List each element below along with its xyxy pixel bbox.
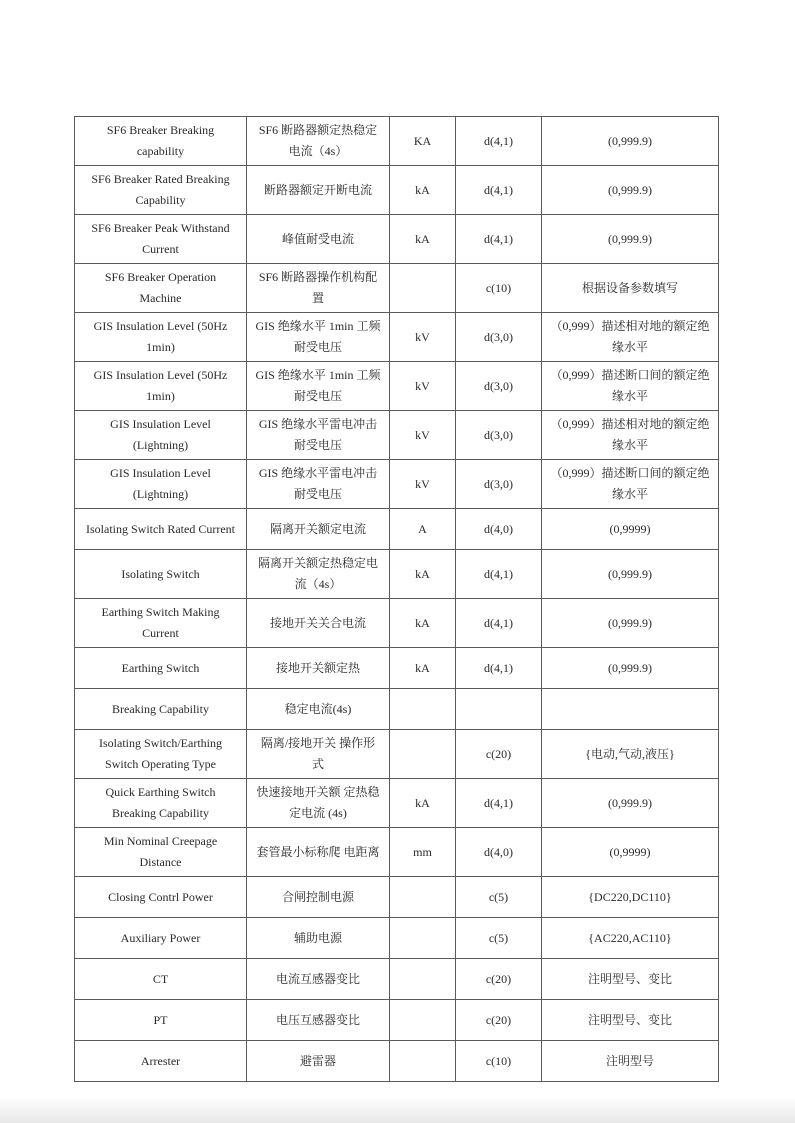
cell-english-name: Quick Earthing Switch Breaking Capability (75, 779, 247, 828)
cell-value-range: (0,999.9) (542, 550, 719, 599)
cell-value-range: （0,999）描述断口间的额定绝缘水平 (542, 362, 719, 411)
cell-english-name: Earthing Switch Making Current (75, 599, 247, 648)
cell-data-type: d(3,0) (456, 362, 542, 411)
cell-data-type: c(10) (456, 264, 542, 313)
cell-chinese-name: 辅助电源 (247, 918, 390, 959)
cell-chinese-name: 避雷器 (247, 1041, 390, 1082)
parameter-table (74, 116, 719, 1082)
cell-english-name: Isolating Switch/Earthing Switch Operating Type (75, 730, 247, 779)
table-row (75, 648, 719, 689)
cell-chinese-name: 峰值耐受电流 (247, 215, 390, 264)
cell-chinese-name: GIS 绝缘水平雷电冲击耐受电压 (247, 411, 390, 460)
cell-english-name: SF6 Breaker Rated Breaking Capability (75, 166, 247, 215)
cell-unit: kA (390, 166, 456, 215)
cell-data-type: d(4,0) (456, 828, 542, 877)
parameter-table-body (75, 117, 719, 1082)
cell-value-range: （0,999）描述相对地的额定绝缘水平 (542, 411, 719, 460)
cell-english-name: GIS Insulation Level (Lightning) (75, 411, 247, 460)
cell-english-name: GIS Insulation Level (Lightning) (75, 460, 247, 509)
table-row (75, 1041, 719, 1082)
cell-unit (390, 918, 456, 959)
cell-data-type: d(4,1) (456, 779, 542, 828)
cell-data-type: d(4,1) (456, 648, 542, 689)
cell-unit: kV (390, 411, 456, 460)
cell-chinese-name: GIS 绝缘水平 1min 工频耐受电压 (247, 362, 390, 411)
cell-value-range: (0,999.9) (542, 599, 719, 648)
cell-unit: kV (390, 362, 456, 411)
cell-chinese-name: 接地开关关合电流 (247, 599, 390, 648)
cell-value-range (542, 689, 719, 730)
cell-value-range: （0,999）描述相对地的额定绝缘水平 (542, 313, 719, 362)
cell-english-name: CT (75, 959, 247, 1000)
cell-english-name: Arrester (75, 1041, 247, 1082)
cell-english-name: SF6 Breaker Operation Machine (75, 264, 247, 313)
cell-english-name: GIS Insulation Level (50Hz 1min) (75, 362, 247, 411)
cell-data-type: c(20) (456, 959, 542, 1000)
cell-data-type (456, 689, 542, 730)
cell-chinese-name: SF6 断路器操作机构配置 (247, 264, 390, 313)
cell-value-range: （0,999）描述断口间的额定绝缘水平 (542, 460, 719, 509)
cell-value-range: {AC220,AC110} (542, 918, 719, 959)
cell-english-name: Breaking Capability (75, 689, 247, 730)
table-row (75, 550, 719, 599)
cell-chinese-name: 隔离/接地开关 操作形式 (247, 730, 390, 779)
cell-value-range: 注明型号、变比 (542, 959, 719, 1000)
table-row (75, 313, 719, 362)
cell-value-range: (0,999.9) (542, 779, 719, 828)
cell-unit: kA (390, 648, 456, 689)
cell-value-range: (0,999.9) (542, 215, 719, 264)
cell-value-range: 注明型号、变比 (542, 1000, 719, 1041)
table-row (75, 362, 719, 411)
cell-value-range: (0,9999) (542, 509, 719, 550)
cell-unit: A (390, 509, 456, 550)
cell-value-range: (0,999.9) (542, 166, 719, 215)
cell-unit: kA (390, 779, 456, 828)
cell-value-range: 根据设备参数填写 (542, 264, 719, 313)
cell-chinese-name: 接地开关额定热 (247, 648, 390, 689)
cell-data-type: c(20) (456, 1000, 542, 1041)
cell-data-type: d(4,1) (456, 215, 542, 264)
cell-unit (390, 877, 456, 918)
cell-chinese-name: 断路器额定开断电流 (247, 166, 390, 215)
cell-english-name: Isolating Switch Rated Current (75, 509, 247, 550)
cell-english-name: Min Nominal Creepage Distance (75, 828, 247, 877)
table-row (75, 877, 719, 918)
cell-chinese-name: 隔离开关额定电流 (247, 509, 390, 550)
table-row (75, 959, 719, 1000)
cell-unit: KA (390, 117, 456, 166)
cell-data-type: c(5) (456, 877, 542, 918)
table-row (75, 918, 719, 959)
cell-value-range: {DC220,DC110} (542, 877, 719, 918)
table-row (75, 779, 719, 828)
cell-english-name: Closing Contrl Power (75, 877, 247, 918)
cell-unit: kV (390, 460, 456, 509)
cell-english-name: Earthing Switch (75, 648, 247, 689)
cell-chinese-name: 稳定电流(4s) (247, 689, 390, 730)
table-row (75, 1000, 719, 1041)
cell-data-type: c(5) (456, 918, 542, 959)
cell-data-type: d(4,1) (456, 117, 542, 166)
cell-unit (390, 689, 456, 730)
cell-unit (390, 730, 456, 779)
cell-unit (390, 959, 456, 1000)
table-row (75, 264, 719, 313)
cell-chinese-name: 电流互感器变比 (247, 959, 390, 1000)
cell-english-name: SF6 Breaker Peak Withstand Current (75, 215, 247, 264)
cell-english-name: GIS Insulation Level (50Hz 1min) (75, 313, 247, 362)
cell-data-type: d(4,1) (456, 166, 542, 215)
cell-chinese-name: 隔离开关额定热稳定电流（4s） (247, 550, 390, 599)
cell-value-range: 注明型号 (542, 1041, 719, 1082)
cell-data-type: d(3,0) (456, 313, 542, 362)
cell-data-type: c(10) (456, 1041, 542, 1082)
cell-chinese-name: 套管最小标称爬 电距离 (247, 828, 390, 877)
cell-chinese-name: 快速接地开关额 定热稳定电流 (4s) (247, 779, 390, 828)
page-bottom-shadow (0, 1097, 795, 1123)
cell-data-type: c(20) (456, 730, 542, 779)
table-row (75, 689, 719, 730)
cell-data-type: d(3,0) (456, 460, 542, 509)
cell-english-name: PT (75, 1000, 247, 1041)
cell-unit: kA (390, 550, 456, 599)
cell-english-name: Auxiliary Power (75, 918, 247, 959)
cell-data-type: d(4,0) (456, 509, 542, 550)
cell-chinese-name: SF6 断路器额定热稳定电流（4s） (247, 117, 390, 166)
table-row (75, 166, 719, 215)
cell-unit: kA (390, 215, 456, 264)
cell-value-range: (0,999.9) (542, 117, 719, 166)
cell-unit: kV (390, 313, 456, 362)
cell-chinese-name: 电压互感器变比 (247, 1000, 390, 1041)
table-row (75, 215, 719, 264)
cell-english-name: SF6 Breaker Breaking capability (75, 117, 247, 166)
table-row (75, 509, 719, 550)
cell-value-range: (0,9999) (542, 828, 719, 877)
cell-unit: mm (390, 828, 456, 877)
table-row (75, 599, 719, 648)
table-row (75, 411, 719, 460)
cell-data-type: d(3,0) (456, 411, 542, 460)
cell-chinese-name: GIS 绝缘水平雷电冲击耐受电压 (247, 460, 390, 509)
cell-value-range: {电动,气动,液压} (542, 730, 719, 779)
cell-unit: kA (390, 599, 456, 648)
cell-data-type: d(4,1) (456, 599, 542, 648)
cell-chinese-name: GIS 绝缘水平 1min 工频耐受电压 (247, 313, 390, 362)
table-row (75, 730, 719, 779)
cell-data-type: d(4,1) (456, 550, 542, 599)
table-row (75, 117, 719, 166)
cell-unit (390, 1000, 456, 1041)
cell-unit (390, 264, 456, 313)
cell-english-name: Isolating Switch (75, 550, 247, 599)
cell-chinese-name: 合闸控制电源 (247, 877, 390, 918)
table-row (75, 460, 719, 509)
cell-unit (390, 1041, 456, 1082)
cell-value-range: (0,999.9) (542, 648, 719, 689)
table-row (75, 828, 719, 877)
